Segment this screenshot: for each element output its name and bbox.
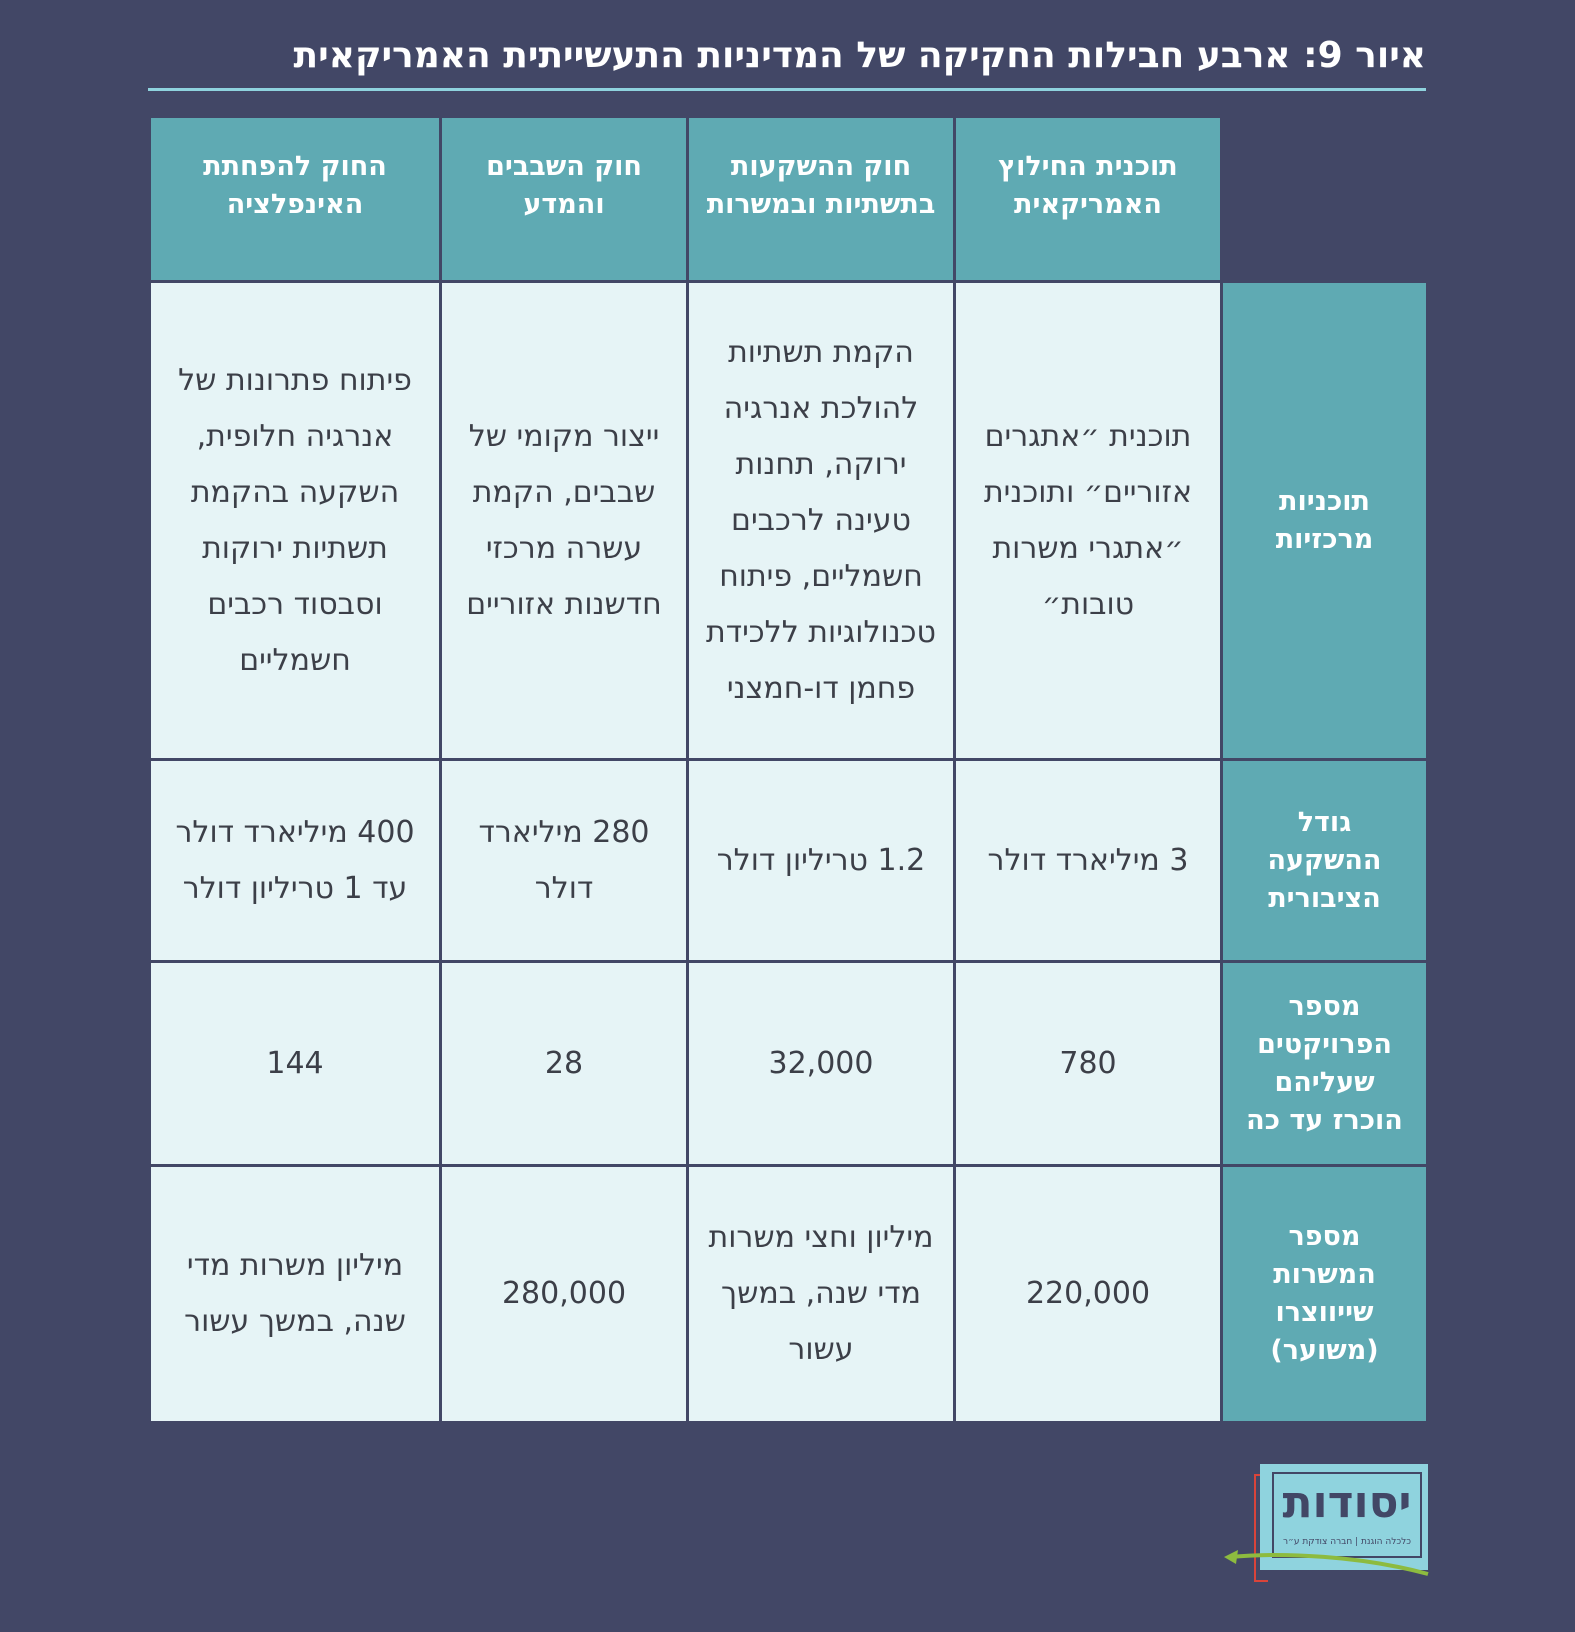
column-header-infrastructure-act: חוק ההשקעות בתשתיות ובמשרות (688, 117, 955, 282)
yesodot-logo (1222, 1458, 1432, 1586)
table-header-row (150, 117, 1428, 282)
row-header-jobs: מספר המשרות שייווצרו (משוער) (1222, 1166, 1428, 1423)
table-cell: 32,000 (688, 962, 955, 1166)
table-cell: 28 (441, 962, 688, 1166)
column-header-chips-act: חוק השבבים והמדע (441, 117, 688, 282)
table-row (150, 962, 1428, 1166)
page-title: איור 9: ארבע חבילות החקיקה של המדיניות התעשייתית האמריקאית (293, 35, 1426, 76)
table-cell: 3 מיליארד דולר (955, 760, 1222, 962)
table-cell: ייצור מקומי של שבבים, הקמת עשרה מרכזי חדשנות אזוריים (441, 282, 688, 760)
table-row (150, 282, 1428, 760)
table-cell: 280,000 (441, 1166, 688, 1423)
table-cell: 780 (955, 962, 1222, 1166)
table-cell: 220,000 (955, 1166, 1222, 1423)
title-divider (148, 88, 1426, 91)
table-row (150, 1166, 1428, 1423)
row-header-public-investment: גודל ההשקעה הציבורית (1222, 760, 1428, 962)
arrow-icon (1222, 1548, 1432, 1584)
legislation-table (148, 115, 1429, 1424)
logo-name: יסודות (1282, 1477, 1412, 1528)
table-row (150, 760, 1428, 962)
column-header-rescue-plan: תוכנית החילוץ האמריקאית (955, 117, 1222, 282)
table-corner (1222, 117, 1428, 282)
table-cell: 400 מיליארד דולר עד 1 טריליון דולר (150, 760, 441, 962)
table-cell: 144 (150, 962, 441, 1166)
table-cell: מיליון וחצי משרות מדי שנה, במשך עשור (688, 1166, 955, 1423)
table-cell: 1.2 טריליון דולר (688, 760, 955, 962)
row-header-main-programs: תוכניות מרכזיות (1222, 282, 1428, 760)
row-header-projects: מספר הפרויקטים שעליהם הוכרז עד כה (1222, 962, 1428, 1166)
table-cell: מיליון משרות מדי שנה, במשך עשור (150, 1166, 441, 1423)
table-cell: פיתוח פתרונות של אנרגיה חלופית, השקעה בהקמת תשתיות ירוקות וסבסוד רכבים חשמליים (150, 282, 441, 760)
table-cell: תוכנית ״אתגרים אזוריים״ ותוכנית ״אתגרי משרות טובות״ (955, 282, 1222, 760)
logo-tagline: כלכלה הוגנת | חברה צודקת ע״ר (1282, 1537, 1412, 1547)
column-header-inflation-act: החוק להפחתת האינפלציה (150, 117, 441, 282)
table-cell: 280 מיליארד דולר (441, 760, 688, 962)
table-cell: הקמת תשתיות להולכת אנרגיה ירוקה, תחנות טעינה לרכבים חשמליים, פיתוח טכנולוגיות ללכידת פחמן דו-חמצני (688, 282, 955, 760)
